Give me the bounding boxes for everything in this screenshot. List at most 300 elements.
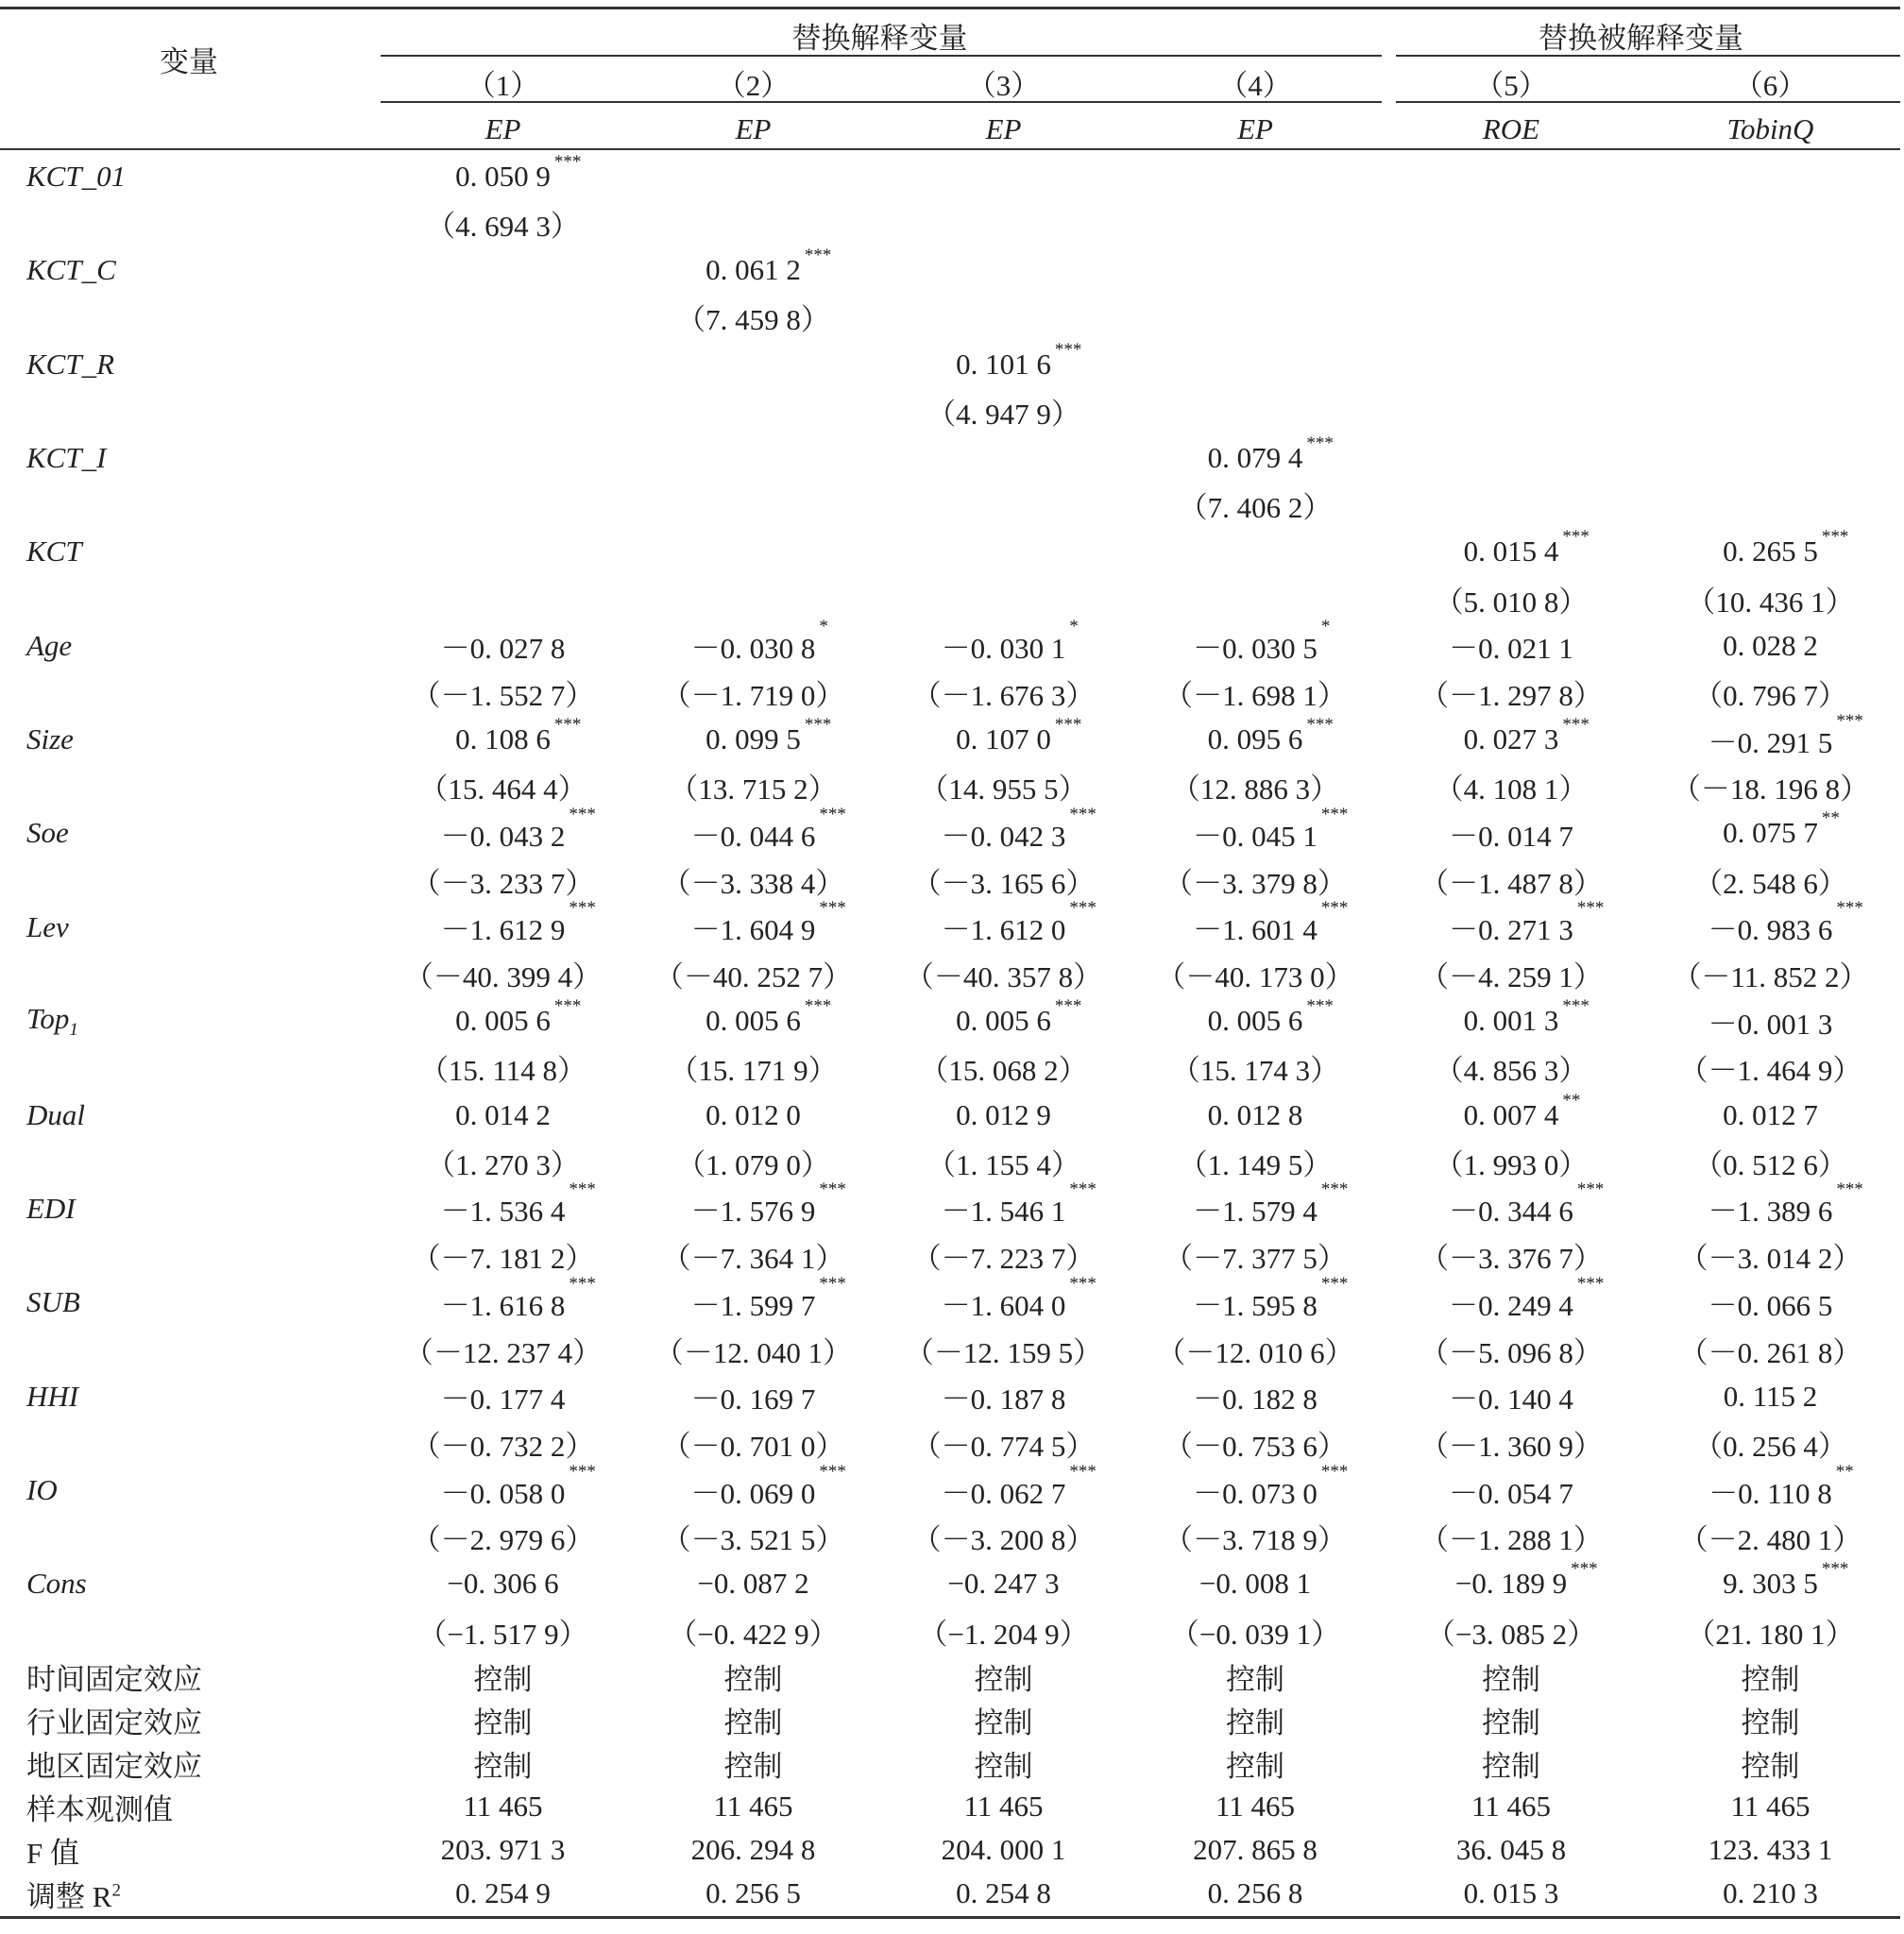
coefficient: －0. 073 0 ***: [1193, 1461, 1349, 1510]
t-statistic: （－1. 698 1）: [1164, 678, 1347, 712]
t-statistic: （－1. 719 0）: [661, 678, 845, 712]
coefficient: －0. 027 8: [440, 632, 566, 666]
footer-value: 11 465: [713, 1790, 793, 1823]
coefficient-cell: [1640, 246, 1900, 294]
footer-row: [0, 1828, 1900, 1872]
coefficient: －0. 069 0 ***: [690, 1461, 846, 1510]
significance-stars: ***: [1576, 1179, 1605, 1200]
t-statistic: [878, 200, 1129, 247]
t-statistic: （－0. 753 6）: [1164, 1429, 1347, 1463]
coefficient: －0. 030 1 *: [941, 617, 1079, 666]
coefficient: －0. 030 8 *: [690, 617, 828, 666]
coefficient: －0. 043 2 ***: [440, 804, 596, 853]
variable-name-text: KCT_C: [26, 253, 116, 287]
dependent-variable: TobinQ: [1726, 112, 1814, 145]
significance-stars: ***: [553, 151, 582, 172]
significance-stars: ***: [1576, 898, 1605, 919]
table-row: [0, 1561, 1900, 1608]
t-statistic: （0. 512 6）: [1693, 1147, 1847, 1181]
coefficient: －1. 599 7 ***: [690, 1273, 846, 1322]
t-statistic: [628, 575, 878, 622]
variable-name: [0, 153, 378, 200]
coefficient: －0. 054 7: [1449, 1476, 1573, 1510]
coefficient-cell: [1640, 1561, 1900, 1608]
coefficient-cell: [378, 997, 628, 1044]
t-statistic: （4. 108 1）: [1434, 772, 1589, 806]
coefficient-cell: [1382, 810, 1640, 857]
footer-label-text: 样本观测值: [26, 1792, 173, 1826]
significance-stars: ***: [1836, 1179, 1863, 1200]
t-statistic: （－40. 399 4）: [403, 960, 603, 994]
t-statistic: [1640, 294, 1900, 341]
t-stat-row: [0, 1232, 1900, 1280]
coefficient: －1. 536 4 ***: [440, 1179, 596, 1229]
footer-value: 控制: [1482, 1749, 1540, 1783]
t-stat-row: [0, 1514, 1900, 1561]
footer-value: 11 465: [1730, 1790, 1810, 1823]
coefficient: 0. 061 2 ***: [706, 246, 832, 287]
t-statistic: （2. 548 6）: [1693, 866, 1847, 900]
t-statistic: [1382, 387, 1640, 434]
t-stat-row: [0, 1607, 1900, 1654]
coefficient-cell: [878, 1561, 1129, 1608]
t-statistic: （－2. 480 1）: [1678, 1523, 1862, 1557]
t-statistic: （1. 155 4）: [926, 1147, 1080, 1181]
footer-value: 36. 045 8: [1455, 1833, 1567, 1866]
coefficient-cell: [1640, 1280, 1900, 1327]
t-stat-row: [0, 482, 1900, 529]
coefficient: －1. 595 8 ***: [1193, 1273, 1349, 1322]
significance-stars: **: [1821, 808, 1840, 829]
significance-stars: ***: [1562, 996, 1590, 1017]
footer-label: [0, 1741, 378, 1785]
footer-value: 控制: [1226, 1662, 1284, 1696]
significance-stars: ***: [1069, 804, 1096, 824]
variable-name-text: IO: [26, 1473, 58, 1507]
t-stat-row: [0, 575, 1900, 622]
t-statistic: [1640, 200, 1900, 247]
variable-name: [0, 1373, 378, 1420]
t-statistic: [1129, 575, 1382, 622]
t-stat-row: [0, 1326, 1900, 1373]
coefficient-cell: [628, 716, 878, 763]
significance-stars: ***: [819, 1273, 846, 1294]
t-statistic: [378, 387, 628, 434]
coefficient-cell: [1640, 622, 1900, 670]
regression-table: [0, 11, 1900, 1915]
coefficient-cell: [1640, 1179, 1900, 1232]
coefficient: 0. 005 6 ***: [706, 996, 832, 1038]
coefficient: －0. 044 6 ***: [690, 804, 846, 853]
coefficient-cell: [878, 1179, 1129, 1232]
t-stat-row: [0, 1044, 1900, 1092]
t-statistic: （－3. 338 4）: [661, 866, 845, 900]
t-statistic: [378, 482, 628, 529]
footer-value: 控制: [723, 1662, 783, 1696]
footer-label-text: 地区固定效应: [26, 1749, 202, 1783]
footer-label: [0, 1698, 378, 1741]
coefficient-cell: [628, 434, 878, 482]
footer-value: 控制: [1226, 1705, 1284, 1739]
t-statistic: （−3. 085 2）: [1425, 1617, 1597, 1651]
variable-header: 变量: [160, 44, 218, 78]
significance-stars: ***: [1054, 715, 1082, 736]
t-statistic: （21. 180 1）: [1686, 1617, 1855, 1651]
coefficient: －0. 021 1: [1449, 632, 1573, 666]
coefficient-cell: [1129, 1561, 1382, 1608]
coefficient-cell: [628, 1461, 878, 1514]
variable-name: [0, 341, 378, 388]
footer-label: [0, 1785, 378, 1828]
bottom-rule: [0, 1916, 1900, 1919]
significance-stars: ***: [1320, 804, 1349, 824]
t-statistic: （10. 436 1）: [1686, 585, 1855, 619]
t-statistic: [1382, 294, 1640, 341]
coefficient: －0. 014 7: [1449, 819, 1573, 853]
t-stat-row: [0, 1420, 1900, 1467]
coefficient: 0. 107 0 ***: [956, 715, 1082, 756]
coefficient-cell: [1640, 1461, 1900, 1514]
t-statistic: （0. 796 7）: [1693, 678, 1847, 712]
t-statistic: （－3. 521 5）: [661, 1523, 845, 1557]
coefficient: －0. 066 5: [1708, 1288, 1833, 1322]
footer-label-text: 调整 R: [26, 1879, 112, 1913]
t-statistic: （－1. 676 3）: [911, 678, 1096, 712]
coefficient: －1. 576 9 ***: [690, 1179, 846, 1229]
table-row: [0, 1185, 1900, 1232]
footer-value: 207. 865 8: [1193, 1833, 1318, 1866]
footer-value: 控制: [1741, 1662, 1800, 1696]
t-statistic: （15. 464 4）: [418, 772, 587, 806]
t-stat-row: [0, 763, 1900, 810]
coefficient-cell: [1382, 622, 1640, 670]
coefficient-cell: [1382, 1092, 1640, 1139]
coefficient: －0. 187 8: [941, 1383, 1066, 1417]
coefficient-cell: [878, 1092, 1129, 1139]
table-row: [0, 1467, 1900, 1514]
footer-label-text: F 值: [26, 1836, 79, 1870]
t-stat-row: [0, 670, 1900, 717]
coefficient: 0. 099 5 ***: [706, 715, 832, 756]
variable-name: [0, 529, 378, 576]
coefficient-cell: [378, 716, 628, 763]
coefficient-cell: [378, 529, 628, 576]
t-statistic: （－0. 261 8）: [1678, 1335, 1862, 1369]
coefficient: 0. 079 4 ***: [1207, 433, 1334, 474]
table-row: [0, 622, 1900, 670]
footer-value: 0. 254 9: [455, 1876, 551, 1909]
t-stat-row: [0, 294, 1900, 341]
coefficient-cell: [378, 153, 628, 200]
t-statistic: （13. 715 2）: [669, 772, 838, 806]
coefficient-cell: [1129, 898, 1382, 951]
footer-value: 控制: [1741, 1705, 1800, 1739]
significance-stars: ***: [1069, 1461, 1096, 1482]
coefficient-cell: [628, 246, 878, 294]
coefficient-cell: [1382, 434, 1640, 482]
coefficient-cell: [1640, 434, 1900, 482]
coefficient-cell: [628, 341, 878, 388]
t-statistic: （4. 947 9）: [926, 397, 1080, 431]
t-statistic: （－1. 487 8）: [1420, 866, 1603, 900]
coefficient-cell: [1382, 1179, 1640, 1232]
significance-stars: ***: [1821, 527, 1849, 548]
t-statistic: [1129, 200, 1382, 247]
t-statistic: （－7. 223 7）: [911, 1242, 1096, 1276]
coefficient-cell: [378, 1373, 628, 1420]
variable-name-text: EDI: [26, 1191, 76, 1225]
t-statistic: （0. 256 4）: [1693, 1429, 1847, 1463]
coefficient-cell: [1382, 997, 1640, 1044]
t-statistic: [878, 482, 1129, 529]
coefficient-cell: [878, 341, 1129, 388]
t-statistic: （−0. 039 1）: [1169, 1617, 1341, 1651]
coefficient-cell: [1640, 997, 1900, 1044]
coefficient-cell: [628, 1092, 878, 1139]
dependent-variable: EP: [735, 112, 772, 145]
footer-value: 204. 000 1: [941, 1833, 1066, 1866]
coefficient-cell: [1640, 529, 1900, 576]
t-statistic: （－7. 364 1）: [661, 1242, 845, 1276]
t-statistic: （14. 955 5）: [919, 772, 1088, 806]
table-row: [0, 1373, 1900, 1420]
table-row: [0, 434, 1900, 482]
coefficient-cell: [878, 716, 1129, 763]
t-statistic: （7. 459 8）: [676, 303, 830, 337]
variable-name-text: SUB: [26, 1285, 80, 1319]
coefficient-cell: [378, 1092, 628, 1139]
t-statistic: （1. 270 3）: [426, 1147, 580, 1181]
coefficient: 0. 005 6 ***: [455, 996, 582, 1038]
coefficient-cell: [1129, 1179, 1382, 1232]
coefficient-cell: [1382, 898, 1640, 951]
coefficient-cell: [628, 153, 878, 200]
coefficient: －0. 062 7 ***: [941, 1461, 1096, 1510]
t-stat-row: [0, 857, 1900, 904]
significance-stars: ***: [804, 996, 832, 1017]
t-statistic: （7. 406 2）: [1178, 491, 1333, 525]
coefficient: －0. 001 3: [1708, 1007, 1833, 1041]
t-statistic: [378, 294, 628, 341]
column-number: （5）: [1474, 68, 1548, 102]
variable-name-text: Lev: [26, 909, 69, 943]
footer-value: 控制: [473, 1749, 533, 1783]
t-statistic: （−1. 517 9）: [417, 1617, 588, 1651]
coefficient-cell: [628, 1273, 878, 1327]
coefficient-cell: [878, 434, 1129, 482]
t-statistic: （－3. 014 2）: [1678, 1242, 1862, 1276]
t-statistic: （－2. 979 6）: [411, 1523, 595, 1557]
coefficient: −0. 306 6: [447, 1567, 559, 1601]
significance-stars: ***: [819, 898, 846, 919]
t-statistic: （－7. 377 5）: [1164, 1242, 1347, 1276]
coefficient-cell: [1382, 1373, 1640, 1420]
t-statistic: （4. 856 3）: [1434, 1054, 1589, 1088]
coefficient: 0. 015 4 ***: [1463, 527, 1590, 568]
coefficient: −0. 008 1: [1198, 1567, 1312, 1601]
t-statistic: （4. 694 3）: [426, 210, 580, 244]
t-statistic: [628, 200, 878, 247]
coefficient: －0. 249 4 ***: [1449, 1273, 1605, 1322]
t-statistic: [628, 387, 878, 434]
t-stat-row: [0, 387, 1900, 434]
coefficient-cell: [628, 1561, 878, 1608]
significance-stars: ***: [819, 1461, 846, 1482]
table-row: [0, 246, 1900, 294]
coefficient-cell: [1640, 898, 1900, 951]
column-number: （1）: [466, 68, 540, 102]
coefficient: －0. 344 6 ***: [1449, 1179, 1605, 1229]
coefficient-cell: [1129, 997, 1382, 1044]
variable-name-text: Cons: [26, 1567, 87, 1601]
t-statistic: （−0. 422 9）: [668, 1617, 839, 1651]
t-statistic: （－3. 165 6）: [911, 866, 1096, 900]
coefficient-cell: [378, 804, 628, 857]
significance-stars: ***: [569, 804, 596, 824]
coefficient-cell: [878, 997, 1129, 1044]
significance-stars: ***: [1069, 1179, 1096, 1200]
t-statistic: （15. 068 2）: [919, 1054, 1088, 1088]
variable-name-text: KCT: [26, 534, 82, 568]
table-row: [0, 904, 1900, 951]
t-statistic: （－3. 233 7）: [411, 866, 595, 900]
t-statistic: （−1. 204 9）: [918, 1617, 1089, 1651]
footer-label: [0, 1828, 378, 1872]
variable-name: [0, 1185, 378, 1232]
coefficient: －1. 579 4 ***: [1193, 1179, 1349, 1229]
coefficient-cell: [378, 1461, 628, 1514]
coefficient-cell: [628, 1179, 878, 1232]
coefficient-cell: [1640, 153, 1900, 200]
footer-value: 控制: [1482, 1705, 1540, 1739]
significance-stars: ***: [819, 804, 846, 824]
footer-value: 控制: [974, 1749, 1033, 1783]
t-statistic: （－3. 376 7）: [1420, 1242, 1603, 1276]
coefficient-cell: [878, 898, 1129, 951]
t-statistic: [1640, 482, 1900, 529]
t-statistic: （12. 886 3）: [1170, 772, 1340, 806]
coefficient: －0. 042 3 ***: [941, 804, 1096, 853]
t-statistic: （－0. 732 2）: [411, 1429, 595, 1463]
coefficient-cell: [1129, 153, 1382, 200]
coefficient: 9. 303 5 ***: [1723, 1559, 1849, 1601]
coefficient-cell: [1382, 716, 1640, 763]
coefficient-cell: [378, 1179, 628, 1232]
coefficient-cell: [1129, 716, 1382, 763]
footer-superscript: 2: [111, 1880, 121, 1901]
t-statistic: （－1. 288 1）: [1420, 1523, 1603, 1557]
t-statistic: （－0. 701 0）: [661, 1429, 845, 1463]
t-statistic: （－12. 237 4）: [403, 1335, 603, 1369]
t-statistic: （－1. 464 9）: [1678, 1054, 1862, 1088]
t-statistic: [878, 575, 1129, 622]
coefficient: －1. 604 0 ***: [941, 1273, 1096, 1322]
footer-row: [0, 1698, 1900, 1741]
variable-name-text: KCT_R: [26, 347, 115, 381]
footer-value: 203. 971 3: [440, 1833, 566, 1866]
variable-name: [0, 716, 378, 763]
coefficient-cell: [378, 341, 628, 388]
coefficient: －0. 291 5 ***: [1708, 710, 1863, 759]
coefficient: －0. 182 8: [1193, 1383, 1318, 1417]
variable-name-text: Age: [26, 628, 73, 662]
coefficient-cell: [628, 898, 878, 951]
coefficient: －1. 546 1 ***: [941, 1179, 1096, 1229]
coefficient-cell: [1129, 341, 1382, 388]
t-statistic: （1. 079 0）: [676, 1147, 830, 1181]
significance-stars: **: [1835, 1461, 1854, 1482]
t-statistic: （－3. 718 9）: [1164, 1523, 1347, 1557]
significance-stars: ***: [569, 1179, 596, 1200]
significance-stars: ***: [819, 1179, 846, 1200]
footer-value: 控制: [723, 1705, 783, 1739]
significance-stars: ***: [1320, 1461, 1349, 1482]
coefficient-cell: [1129, 617, 1382, 670]
column-number: （6）: [1733, 68, 1808, 102]
coefficient-cell: [378, 1561, 628, 1608]
t-statistic: （－0. 774 5）: [911, 1429, 1096, 1463]
column-number: （2）: [716, 68, 790, 102]
coefficient: －1. 604 9 ***: [690, 898, 846, 947]
significance-stars: ***: [1836, 710, 1863, 731]
coefficient: －1. 616 8 ***: [440, 1273, 596, 1322]
footer-value: 控制: [974, 1662, 1033, 1696]
significance-stars: ***: [1320, 1273, 1349, 1294]
footer-value: 控制: [974, 1705, 1033, 1739]
footer-value: 0. 210 3: [1723, 1876, 1818, 1909]
coefficient-cell: [378, 622, 628, 670]
coefficient-cell: [878, 529, 1129, 576]
coefficient: 0. 027 3 ***: [1463, 715, 1590, 756]
significance-stars: *: [1320, 617, 1331, 637]
variable-name: [0, 434, 378, 482]
coefficient: －1. 612 9 ***: [440, 898, 596, 947]
coefficient: 0. 101 6 ***: [956, 339, 1082, 381]
significance-stars: **: [1562, 1090, 1581, 1111]
t-statistic: （－7. 181 2）: [411, 1242, 595, 1276]
footer-value: 123. 433 1: [1708, 1833, 1833, 1866]
coefficient: 0. 005 6 ***: [1207, 996, 1334, 1038]
t-statistic: [378, 575, 628, 622]
coefficient: 0. 012 7: [1723, 1097, 1818, 1131]
significance-stars: ***: [804, 246, 832, 266]
coefficient: 0. 265 5 ***: [1723, 527, 1849, 568]
coefficient-cell: [628, 997, 878, 1044]
variable-name: [0, 1092, 378, 1139]
coefficient: 0. 115 2: [1723, 1379, 1818, 1413]
footer-value: 控制: [473, 1705, 533, 1739]
footer-value: 控制: [473, 1662, 533, 1696]
coefficient: 0. 014 2: [455, 1097, 551, 1131]
coefficient-cell: [1382, 1467, 1640, 1514]
footer-label: [0, 1654, 378, 1698]
footer-value: 控制: [723, 1749, 783, 1783]
footer-value: 11 465: [963, 1790, 1044, 1823]
coefficient: 0. 007 4 **: [1463, 1090, 1581, 1131]
table-row: [0, 529, 1900, 576]
footer-label: [0, 1872, 378, 1915]
t-statistic: （－40. 252 7）: [654, 960, 853, 994]
table-row: [0, 153, 1900, 200]
t-statistic: [878, 294, 1129, 341]
coefficient: －1. 601 4 ***: [1193, 898, 1349, 947]
coefficient: －0. 058 0 ***: [440, 1461, 596, 1510]
dependent-variable: EP: [484, 112, 521, 145]
t-statistic: （－3. 379 8）: [1164, 866, 1347, 900]
significance-stars: ***: [1069, 898, 1096, 919]
coefficient: －1. 612 0 ***: [941, 898, 1096, 947]
coefficient: －0. 045 1 ***: [1193, 804, 1349, 853]
